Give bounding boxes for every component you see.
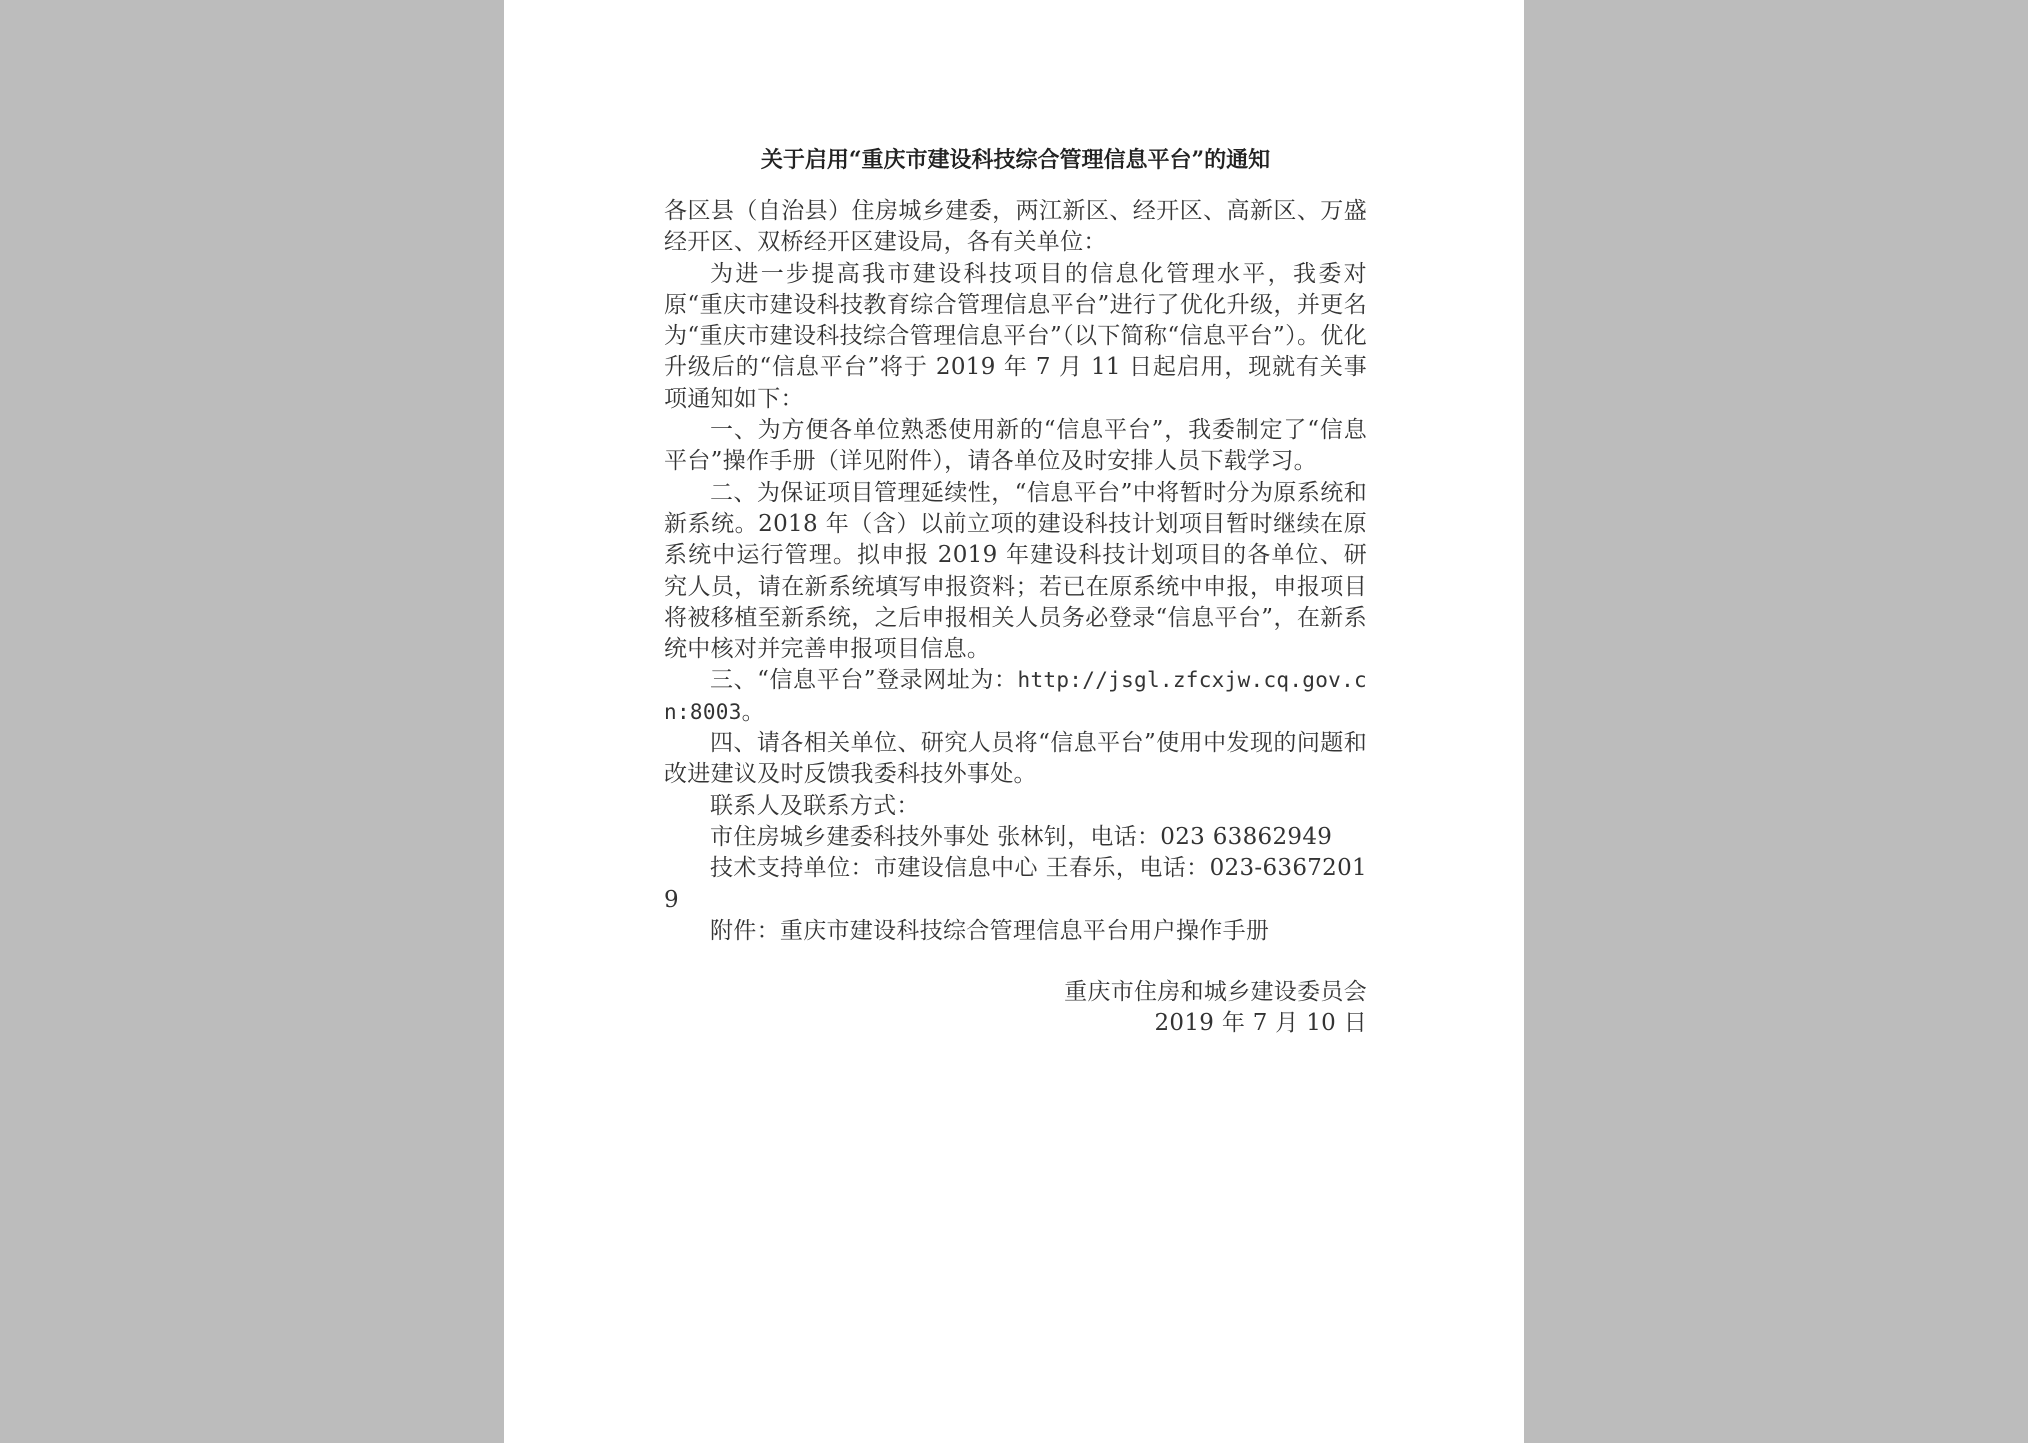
issue-date: 2019 年 7 月 10 日 <box>1154 1010 1367 1037</box>
item-4-paragraph: 四、请各相关单位、研究人员将“信息平台”使用中发现的问题和改进建议及时反馈我委科技外事处。 <box>664 730 1367 788</box>
contact-heading: 联系人及联系方式： <box>710 792 920 819</box>
document-page <box>504 0 1524 1443</box>
signature-block <box>664 977 1367 1040</box>
salutation-paragraph: 各区县（自治县）住房城乡建委，两江新区、经开区、高新区、万盛经开区、双桥经开区建设局，各有关单位： <box>664 198 1367 256</box>
attachment-line: 附件：重庆市建设科技综合管理信息平台用户操作手册 <box>710 917 1270 944</box>
item-3-paragraph <box>664 665 1367 728</box>
platform-url-link[interactable]: http://jsgl.zfcxjw.cq.gov.cn:8003 <box>664 668 1367 724</box>
document-body <box>664 145 1367 1040</box>
item-3-suffix: 。 <box>741 698 765 725</box>
item-2-paragraph: 二、为保证项目管理延续性，“信息平台”中将暂时分为原系统和新系统。2018 年（含）以前立项的建设科技计划项目暂时继续在原系统中运行管理。拟申报 2019 年建设科技计划项目的各单位、研究人员，请在新系统填写申报资料；若已在原系统中申报，申报项目将被移植至新系统，之后申报相关人员务必登录“信息平台”，在新系统中核对并完善申报项目信息。 <box>664 479 1367 663</box>
item-3-prefix: 三、“信息平台”登录网址为： <box>710 667 1018 694</box>
item-1-paragraph: 一、为方便各单位熟悉使用新的“信息平台”，我委制定了“信息平台”操作手册（详见附件），请各单位及时安排人员下载学习。 <box>664 417 1367 475</box>
issuer-name: 重庆市住房和城乡建设委员会 <box>1064 979 1367 1006</box>
intro-paragraph: 为进一步提高我市建设科技项目的信息化管理水平，我委对原“重庆市建设科技教育综合管理信息平台”进行了优化升级，并更名为“重庆市建设科技综合管理信息平台”（以下简称“信息平台”）。优化升级后的“信息平台”将于 2019 年 7 月 11 日起启用，现就有关事项通知如下： <box>664 260 1367 412</box>
contact-line-1: 市住房城乡建委科技外事处 张林钊，电话：023 63862949 <box>710 823 1333 850</box>
contact-line-2: 技术支持单位：市建设信息中心 王春乐，电话：023-63672019 <box>664 855 1367 913</box>
document-title: 关于启用“重庆市建设科技综合管理信息平台”的通知 <box>760 147 1271 173</box>
